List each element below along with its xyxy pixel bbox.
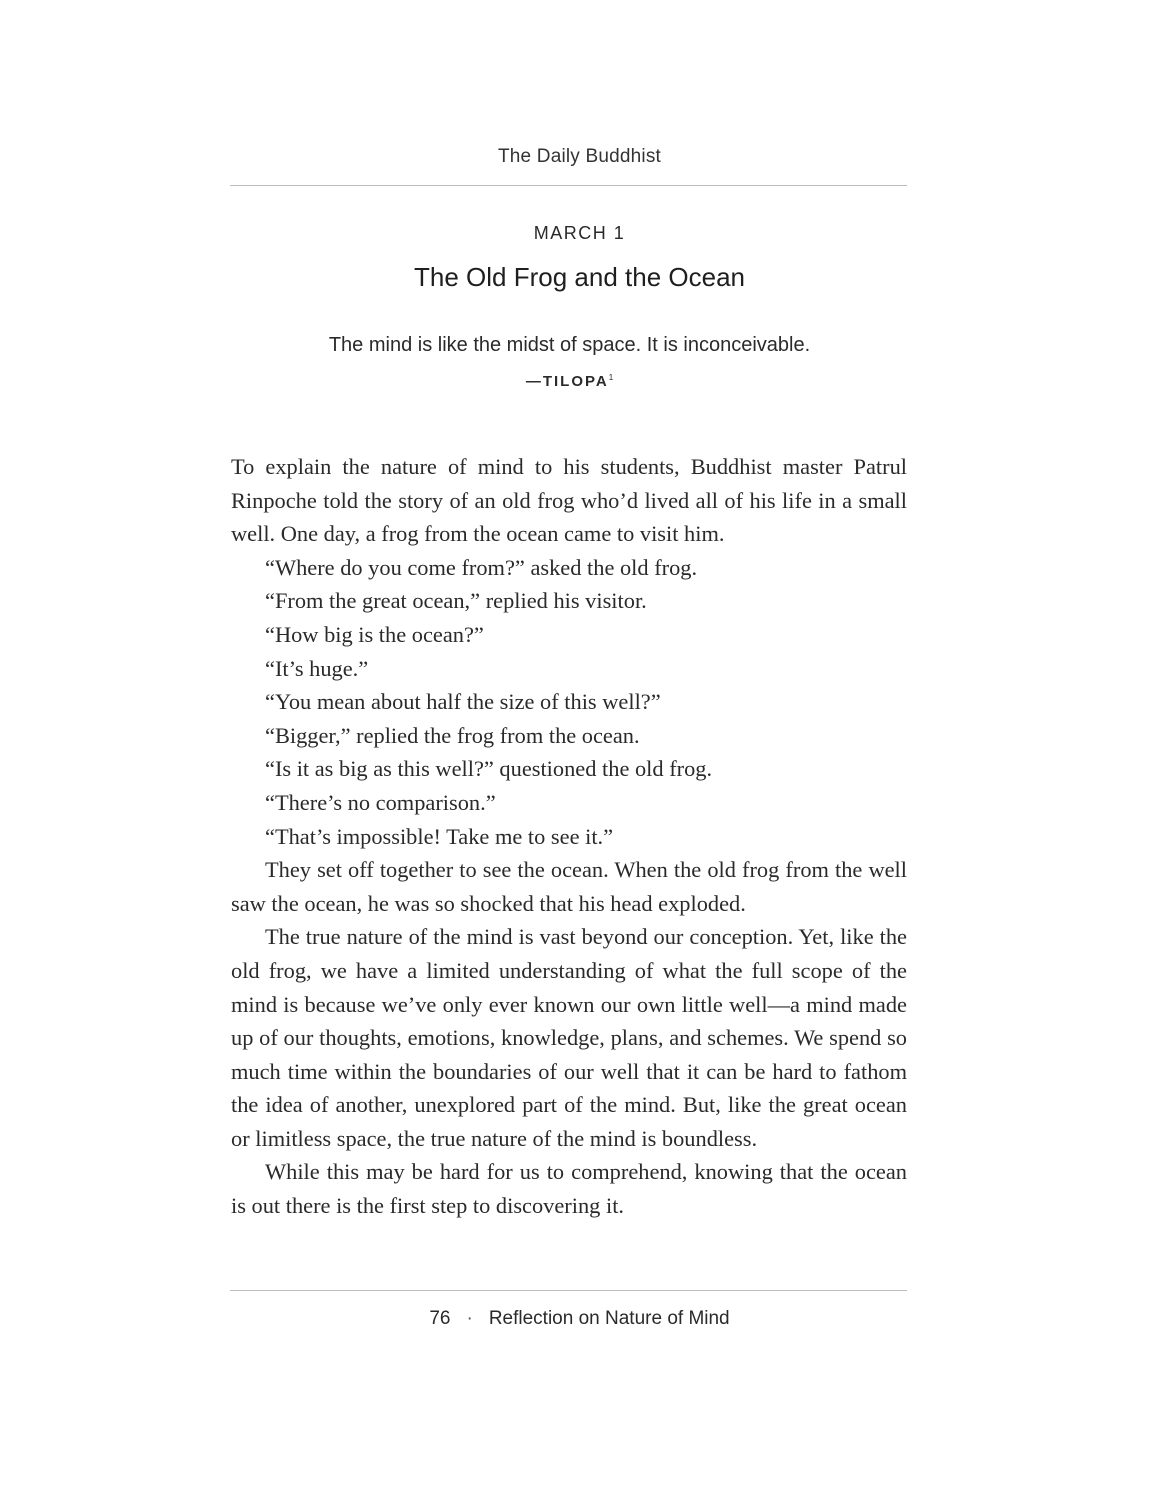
- footer-separator: ·: [466, 1308, 473, 1329]
- footer-divider: [230, 1290, 907, 1291]
- dialogue-line: “You mean about half the size of this well?”: [265, 689, 661, 715]
- page-number: 76: [429, 1308, 451, 1329]
- dialogue-line: “Is it as big as this well?” questioned the old frog.: [265, 756, 713, 782]
- paragraph: They set off together to see the ocean. When the old frog from the well saw the ocean, he was so shocked that his head exploded.: [231, 857, 907, 916]
- dialogue-line: “Where do you come from?” asked the old frog.: [265, 554, 698, 580]
- header-divider: [230, 185, 907, 186]
- body-text: [231, 450, 907, 1223]
- dialogue-line: “There’s no comparison.”: [265, 789, 496, 815]
- footnote-marker: 1: [608, 373, 614, 382]
- dialogue-line: “From the great ocean,” replied his visitor.: [265, 588, 647, 614]
- entry-date: MARCH 1: [533, 223, 626, 243]
- dialogue-line: “How big is the ocean?”: [265, 621, 484, 647]
- paragraph: To explain the nature of mind to his students, Buddhist master Patrul Rinpoche told the story of an old frog who’d lived all of his life in a small well. One day, a frog from the ocean came to visit him.: [231, 454, 907, 547]
- page-footer: [0, 1308, 1159, 1330]
- section-title: Reflection on Nature of Mind: [488, 1308, 730, 1329]
- running-head: The Daily Buddhist: [497, 146, 662, 167]
- epigraph-attribution: [0, 373, 1139, 390]
- paragraph: While this may be hard for us to comprehend, knowing that the ocean is out there is the first step to discovering it.: [231, 1159, 907, 1219]
- entry-title: The Old Frog and the Ocean: [414, 262, 745, 292]
- paragraph: The true nature of the mind is vast beyond our conception. Yet, like the old frog, we have a limited understanding of what the full scope of the mind is because we’ve only ever known our own little well—a mind made up of our thoughts, emotions, knowledge, plans, and schemes. We spend so much time within the boundaries of our well that it can be hard to fathom the idea of another, unexplored part of the mind. But, like the great ocean or limitless space, the true nature of the mind is boundless.: [231, 924, 907, 1151]
- epigraph-quote: The mind is like the midst of space. It is inconceivable.: [328, 334, 811, 356]
- dialogue-line: “It’s huge.”: [265, 655, 369, 681]
- attribution-name: —TILOPA: [525, 373, 609, 390]
- dialogue-line: “That’s impossible! Take me to see it.”: [265, 823, 614, 849]
- dialogue-line: “Bigger,” replied the frog from the ocean.: [265, 722, 640, 748]
